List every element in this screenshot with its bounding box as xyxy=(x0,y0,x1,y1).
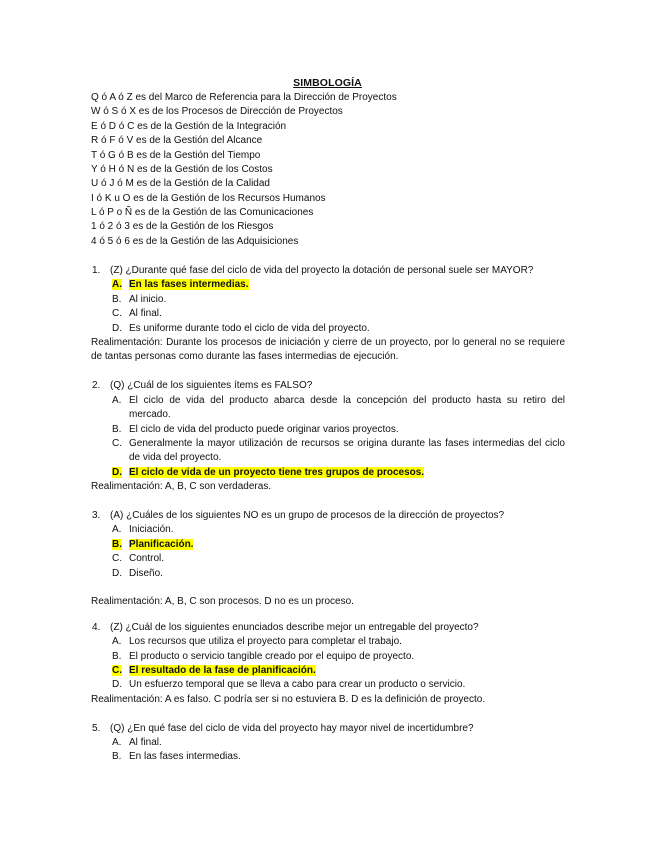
option-letter: A. xyxy=(112,524,122,535)
question-text: (A) ¿Cuáles de los siguientes NO es un grupo de procesos de la dirección de proyectos? xyxy=(110,510,505,521)
option-letter: C. xyxy=(112,438,122,449)
option-text: Diseño. xyxy=(129,568,163,579)
symbol-line: E ó D ó C es de la Gestión de la Integración xyxy=(91,121,287,132)
symbol-line: U ó J ó M es de la Gestión de la Calidad xyxy=(91,178,270,189)
option-letter xyxy=(112,466,122,480)
question-text: (Z) ¿Cuál de los siguientes enunciados describe mejor un entregable del proyecto? xyxy=(110,622,479,633)
option-text: Los recursos que utiliza el proyecto para completar el trabajo. xyxy=(129,636,402,647)
option-text: Al final. xyxy=(129,308,162,319)
option-letter xyxy=(112,538,122,552)
question-number: 4. xyxy=(92,622,101,633)
option-letter xyxy=(112,664,122,678)
option-letter: B. xyxy=(112,294,122,305)
option-letter: A. xyxy=(112,636,122,647)
document-title: SIMBOLOGÍA xyxy=(293,77,362,89)
correct-option-letter: D. xyxy=(112,467,122,478)
symbol-line: L ó P o Ñ es de la Gestión de las Comunicaciones xyxy=(91,207,314,218)
option-text: Control. xyxy=(129,553,165,564)
correct-option-letter: C. xyxy=(112,665,122,676)
option-text: Al final. xyxy=(129,737,162,748)
option-text: El ciclo de vida del producto abarca desde la concepción del producto hasta su retiro del mercado. xyxy=(129,395,565,421)
option-letter: B. xyxy=(112,651,122,662)
question-number: 2. xyxy=(92,380,101,391)
option-letter: D. xyxy=(112,679,122,690)
option-letter: B. xyxy=(112,751,122,762)
feedback-text: Realimentación: A, B, C son verdaderas. xyxy=(91,481,272,492)
option-letter xyxy=(112,278,122,292)
option-text xyxy=(129,278,249,292)
feedback-text: Realimentación: A, B, C son procesos. D no es un proceso. xyxy=(91,596,354,607)
question-number: 1. xyxy=(92,265,101,276)
option-text: Al inicio. xyxy=(129,294,167,305)
question-text: (Q) ¿En qué fase del ciclo de vida del proyecto hay mayor nivel de incertidumbre? xyxy=(110,723,474,734)
symbol-line: I ó K u O es de la Gestión de los Recursos Humanos xyxy=(91,193,326,204)
correct-option-text: En las fases intermedias. xyxy=(129,279,249,290)
option-text: Es uniforme durante todo el ciclo de vida del proyecto. xyxy=(129,323,370,334)
option-letter: D. xyxy=(112,323,122,334)
option-letter: B. xyxy=(112,424,122,435)
question-number: 3. xyxy=(92,510,101,521)
question-text: (Q) ¿Cuál de los siguientes ítems es FALSO? xyxy=(110,380,313,391)
option-letter: C. xyxy=(112,553,122,564)
symbol-line: R ó F ó V es de la Gestión del Alcance xyxy=(91,135,263,146)
option-letter: A. xyxy=(112,737,122,748)
correct-option-letter: A. xyxy=(112,279,122,290)
symbol-line: 4 ó 5 ó 6 es de la Gestión de las Adquisiciones xyxy=(91,236,299,247)
option-letter: A. xyxy=(112,395,122,406)
symbol-line: 1 ó 2 ó 3 es de la Gestión de los Riesgos xyxy=(91,221,274,232)
correct-option-text: Planificación. xyxy=(129,539,194,550)
correct-option-text: El resultado de la fase de planificación. xyxy=(129,665,316,676)
option-text xyxy=(129,664,316,678)
symbol-line: Y ó H ó N es de la Gestión de los Costos xyxy=(91,164,273,175)
symbol-line: Q ó A ó Z es del Marco de Referencia para la Dirección de Proyectos xyxy=(91,92,397,103)
option-text: En las fases intermedias. xyxy=(129,751,241,762)
symbol-line: T ó G ó B es de la Gestión del Tiempo xyxy=(91,150,261,161)
option-text: Iniciación. xyxy=(129,524,174,535)
option-text: El ciclo de vida del producto puede originar varios proyectos. xyxy=(129,424,399,435)
option-text: Generalmente la mayor utilización de recursos se origina durante las fases intermedias del ciclo de vida del proyecto. xyxy=(129,438,565,464)
symbol-line: W ó S ó X es de los Procesos de Dirección de Proyectos xyxy=(91,106,343,117)
feedback-text: Realimentación: A es falso. C podría ser si no estuviera B. D es la definición de proyecto. xyxy=(91,694,486,705)
correct-option-text: El ciclo de vida de un proyecto tiene tres grupos de procesos. xyxy=(129,467,425,478)
question-number: 5. xyxy=(92,723,101,734)
option-text: Un esfuerzo temporal que se lleva a cabo para crear un producto o servicio. xyxy=(129,679,466,690)
option-letter: C. xyxy=(112,308,122,319)
option-letter: D. xyxy=(112,568,122,579)
question-text: (Z) ¿Durante qué fase del ciclo de vida del proyecto la dotación de personal suele ser MAYOR? xyxy=(110,265,534,276)
feedback-text: Realimentación: Durante los procesos de iniciación y cierre de un proyecto, por lo general no se requiere de tantas personas como durante las fases intermedias de ejecución. xyxy=(91,337,565,363)
option-text xyxy=(129,466,424,480)
option-text: El producto o servicio tangible creado por el equipo de proyecto. xyxy=(129,651,415,662)
option-text xyxy=(129,538,193,552)
correct-option-letter: B. xyxy=(112,539,122,550)
